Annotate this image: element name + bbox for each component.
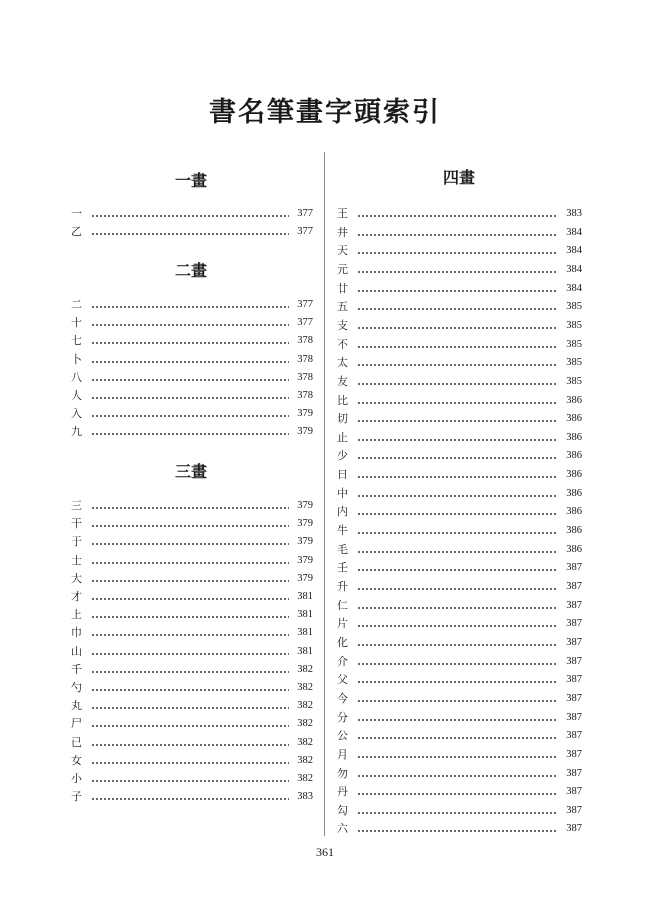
page-reference: 381	[297, 645, 313, 657]
page-reference: 378	[297, 335, 313, 347]
index-entry	[337, 578, 582, 596]
index-character: 大	[71, 571, 82, 585]
page-reference: 378	[297, 353, 313, 365]
index-character: 勿	[337, 766, 348, 780]
index-entry	[337, 503, 582, 521]
index-character: 元	[337, 262, 348, 276]
page-reference: 387	[566, 674, 582, 686]
dot-leader	[91, 661, 289, 679]
index-character: 小	[71, 772, 82, 785]
index-character: 六	[337, 822, 348, 836]
dot-leader	[357, 820, 558, 838]
page-reference: 379	[297, 500, 313, 511]
page-reference: 387	[566, 823, 582, 835]
dot-leader	[91, 679, 289, 697]
dot-leader	[91, 369, 289, 387]
index-entry	[337, 392, 582, 410]
page-reference: 386	[566, 487, 582, 499]
dot-leader	[357, 559, 558, 577]
index-character: 才	[71, 590, 82, 603]
index-entry	[71, 332, 313, 350]
page-reference: 384	[566, 282, 582, 294]
dot-leader	[357, 242, 558, 260]
index-entry	[71, 296, 313, 314]
index-character: 壬	[337, 561, 348, 575]
index-character: 一	[71, 207, 82, 220]
stroke-count-heading: 一畫	[174, 171, 207, 190]
index-entry	[71, 223, 313, 241]
dot-leader	[91, 752, 289, 770]
dot-leader	[91, 643, 289, 661]
index-character: 片	[337, 617, 348, 631]
index-character: 化	[337, 635, 348, 649]
page-reference: 379	[297, 536, 313, 548]
index-character: 八	[71, 370, 82, 384]
dot-leader	[357, 466, 558, 484]
index-character: 少	[337, 449, 348, 463]
dot-leader	[91, 533, 289, 551]
dot-leader	[357, 671, 558, 689]
page-reference: 377	[297, 317, 313, 329]
index-entry	[337, 280, 582, 298]
page-reference: 387	[566, 692, 582, 704]
dot-leader	[357, 709, 558, 727]
index-character: 二	[71, 298, 82, 311]
index-character: 比	[337, 393, 348, 407]
page-reference: 384	[566, 263, 582, 275]
dot-leader	[357, 615, 558, 633]
index-character: 七	[71, 334, 82, 348]
dot-leader	[91, 405, 289, 423]
index-character: 井	[337, 225, 348, 239]
index-entry	[71, 679, 313, 697]
index-entry	[71, 752, 313, 770]
index-entry	[337, 559, 582, 577]
index-entry	[337, 634, 582, 652]
index-character: 勾	[337, 803, 348, 817]
index-character: 内	[337, 505, 348, 519]
index-entry	[71, 770, 313, 788]
index-character: 上	[71, 608, 82, 622]
index-character: 五	[337, 300, 348, 314]
index-entry	[71, 606, 313, 624]
dot-leader	[357, 373, 558, 391]
index-character: 丸	[71, 699, 82, 713]
page-reference: 386	[566, 450, 582, 462]
index-entry	[337, 615, 582, 633]
index-character: 乙	[71, 225, 82, 239]
dot-leader	[91, 423, 289, 441]
index-character: 丹	[337, 785, 348, 799]
page-reference: 387	[566, 767, 582, 779]
index-character: 公	[337, 729, 348, 743]
index-character: 毛	[337, 542, 348, 556]
index-entry	[71, 570, 313, 588]
page-reference: 379	[297, 426, 313, 438]
index-character: 女	[71, 753, 82, 767]
page-reference: 378	[297, 390, 313, 401]
index-entry	[337, 765, 582, 783]
dot-leader	[357, 690, 558, 708]
page-reference: 381	[297, 627, 313, 639]
index-character: 人	[71, 389, 82, 402]
page-reference: 387	[566, 786, 582, 798]
index-character: 入	[71, 407, 82, 421]
page-number: 361	[316, 845, 334, 859]
page-reference: 382	[297, 718, 313, 730]
dot-leader	[91, 606, 289, 624]
dot-leader	[91, 515, 289, 533]
page-reference: 381	[297, 591, 313, 602]
dot-leader	[357, 447, 558, 465]
dot-leader	[91, 770, 289, 788]
index-entry	[337, 690, 582, 708]
index-entry	[337, 298, 582, 316]
page-reference: 387	[566, 618, 582, 630]
dot-leader	[357, 261, 558, 279]
index-entry	[337, 746, 582, 764]
index-entry	[71, 715, 313, 733]
dot-leader	[357, 765, 558, 783]
index-character: 巾	[71, 626, 82, 640]
index-character: 不	[337, 337, 348, 351]
index-character: 止	[337, 430, 348, 444]
page-reference: 387	[566, 711, 582, 723]
dot-leader	[91, 223, 289, 241]
dot-leader	[357, 205, 558, 223]
page-reference: 385	[566, 301, 582, 313]
page-title: 書名筆畫字頭索引	[209, 97, 441, 128]
index-character: 切	[337, 412, 348, 426]
page-reference: 378	[297, 371, 313, 383]
page-reference: 377	[297, 208, 313, 219]
column-divider	[324, 152, 325, 836]
index-entry	[71, 423, 313, 441]
page-reference: 386	[566, 394, 582, 406]
page-reference: 377	[297, 299, 313, 310]
index-character: 勺	[71, 681, 82, 694]
dot-leader	[91, 332, 289, 350]
dot-leader	[91, 697, 289, 715]
dot-leader	[357, 597, 558, 615]
dot-leader	[91, 570, 289, 588]
index-entry	[71, 497, 313, 515]
index-character: 廿	[337, 281, 348, 295]
index-entry	[71, 205, 313, 223]
index-entry	[337, 671, 582, 689]
page-reference: 385	[566, 338, 582, 350]
index-entry	[71, 734, 313, 752]
dot-leader	[91, 351, 289, 369]
index-character: 士	[71, 553, 82, 567]
dot-leader	[91, 205, 289, 223]
index-entry	[71, 314, 313, 332]
index-entry	[337, 242, 582, 260]
page-reference: 382	[297, 700, 313, 712]
dot-leader	[357, 224, 558, 242]
index-entry	[337, 820, 582, 838]
index-entry	[71, 661, 313, 679]
page-reference: 387	[566, 562, 582, 574]
index-entry	[71, 515, 313, 533]
page-reference: 381	[297, 609, 313, 621]
index-entry	[337, 485, 582, 503]
page-reference: 383	[566, 208, 582, 219]
page-reference: 387	[566, 636, 582, 648]
dot-leader	[357, 802, 558, 820]
dot-leader	[91, 788, 289, 806]
page-reference: 384	[566, 226, 582, 238]
dot-leader	[357, 634, 558, 652]
dot-leader	[357, 336, 558, 354]
index-entry	[337, 373, 582, 391]
index-entry	[71, 643, 313, 661]
dot-leader	[91, 314, 289, 332]
dot-leader	[357, 317, 558, 335]
dot-leader	[357, 522, 558, 540]
index-entry	[337, 429, 582, 447]
index-character: 天	[337, 244, 348, 258]
index-character: 十	[71, 316, 82, 330]
index-entry	[71, 697, 313, 715]
dot-leader	[357, 298, 558, 316]
index-entry	[337, 541, 582, 559]
index-character: 九	[71, 425, 82, 439]
page-reference: 379	[297, 554, 313, 566]
dot-leader	[91, 497, 289, 515]
index-entry	[337, 653, 582, 671]
index-character: 已	[71, 735, 82, 749]
page-reference: 385	[566, 375, 582, 387]
page-reference: 387	[566, 655, 582, 667]
index-entry	[337, 354, 582, 372]
index-entry	[337, 727, 582, 745]
page-reference: 383	[297, 791, 313, 803]
index-entry	[337, 783, 582, 801]
dot-leader	[357, 410, 558, 428]
index-character: 王	[337, 207, 348, 220]
index-entry	[337, 447, 582, 465]
index-character: 月	[337, 747, 348, 761]
page-reference: 382	[297, 682, 313, 693]
dot-leader	[91, 715, 289, 733]
index-character: 友	[337, 374, 348, 388]
page-reference: 384	[566, 245, 582, 257]
index-entry	[337, 597, 582, 615]
index-character: 太	[337, 356, 348, 370]
index-entry	[337, 336, 582, 354]
dot-leader	[357, 485, 558, 503]
page-reference: 387	[566, 730, 582, 742]
index-entry	[71, 588, 313, 606]
index-character: 子	[71, 790, 82, 804]
dot-leader	[357, 727, 558, 745]
index-character: 支	[337, 318, 348, 332]
index-entry	[337, 410, 582, 428]
page-reference: 386	[566, 469, 582, 481]
index-entry	[337, 522, 582, 540]
page-reference: 386	[566, 543, 582, 555]
index-entry	[337, 261, 582, 279]
page-reference: 379	[297, 572, 313, 584]
page-reference: 386	[566, 413, 582, 425]
dot-leader	[357, 280, 558, 298]
index-character: 父	[337, 673, 348, 687]
index-character: 今	[337, 691, 348, 705]
index-character: 千	[71, 662, 82, 676]
index-entry	[71, 369, 313, 387]
index-character: 中	[337, 486, 348, 500]
index-character: 卜	[71, 352, 82, 366]
dot-leader	[357, 746, 558, 764]
dot-leader	[357, 541, 558, 559]
index-character: 山	[71, 644, 82, 658]
index-entry	[71, 552, 313, 570]
dot-leader	[357, 392, 558, 410]
dot-leader	[91, 387, 289, 405]
stroke-count-heading: 四畫	[442, 168, 475, 187]
index-entry	[71, 533, 313, 551]
page-reference: 385	[566, 357, 582, 369]
index-entry	[337, 709, 582, 727]
index-character: 仁	[337, 598, 348, 612]
page-reference: 386	[566, 431, 582, 443]
page-reference: 387	[566, 599, 582, 611]
page-reference: 387	[566, 748, 582, 760]
page-reference: 386	[566, 525, 582, 537]
dot-leader	[357, 578, 558, 596]
dot-leader	[91, 296, 289, 314]
page-reference: 379	[297, 408, 313, 420]
index-character: 于	[71, 535, 82, 549]
page-reference: 385	[566, 319, 582, 331]
dot-leader	[91, 734, 289, 752]
index-entry	[71, 405, 313, 423]
dot-leader	[357, 429, 558, 447]
index-character: 三	[71, 499, 82, 512]
dot-leader	[357, 653, 558, 671]
index-character: 分	[337, 710, 348, 724]
index-entry	[337, 205, 582, 223]
page-reference: 387	[566, 581, 582, 592]
index-entry	[337, 802, 582, 820]
index-entry	[71, 788, 313, 806]
index-entry	[337, 466, 582, 484]
page-reference: 382	[297, 663, 313, 675]
index-entry	[71, 351, 313, 369]
stroke-count-heading: 三畫	[174, 462, 207, 481]
page-reference: 382	[297, 773, 313, 784]
dot-leader	[357, 503, 558, 521]
page-reference: 377	[297, 226, 313, 238]
stroke-count-heading: 二畫	[174, 261, 207, 280]
page-reference: 382	[297, 754, 313, 766]
dot-leader	[91, 552, 289, 570]
index-entry	[337, 317, 582, 335]
index-character: 升	[337, 580, 348, 593]
index-character: 介	[337, 654, 348, 668]
index-character: 干	[71, 517, 82, 531]
index-entry	[71, 624, 313, 642]
index-entry	[71, 387, 313, 405]
dot-leader	[91, 588, 289, 606]
page-reference: 382	[297, 736, 313, 748]
index-entry	[337, 224, 582, 242]
index-character: 日	[337, 468, 348, 482]
dot-leader	[357, 783, 558, 801]
dot-leader	[91, 624, 289, 642]
page-reference: 386	[566, 506, 582, 518]
index-character: 牛	[337, 524, 348, 538]
page-reference: 387	[566, 804, 582, 816]
page-reference: 379	[297, 518, 313, 530]
index-character: 尸	[71, 717, 82, 731]
dot-leader	[357, 354, 558, 372]
